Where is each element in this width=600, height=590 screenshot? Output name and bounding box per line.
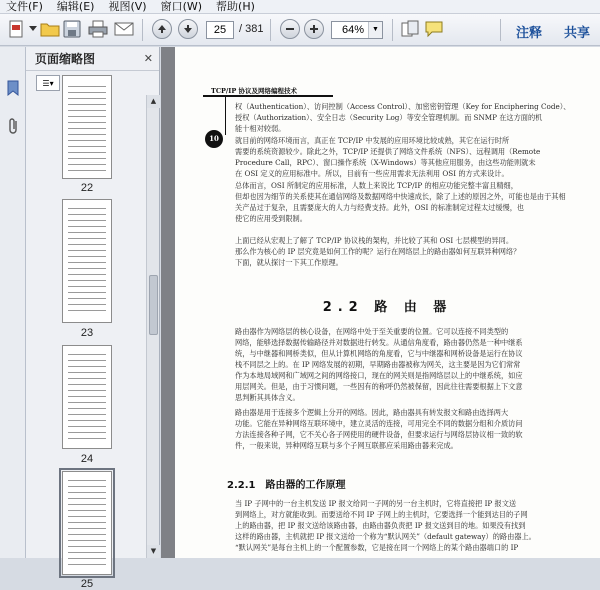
zoom-out-button[interactable]: [280, 19, 300, 39]
menu-help[interactable]: 帮助(H): [216, 0, 255, 13]
text-line: 到网络上，对方就能收到。而要送给不同 IP 子网上的主机时，它要选择一个能到达目的子网: [235, 510, 528, 519]
document-page: [175, 47, 600, 558]
page-number-input[interactable]: 25: [206, 21, 234, 39]
running-head: TCP/IP 协议及网络编程技术: [211, 87, 297, 95]
text-line: 路由器是用于连接多个逻辑上分开的网络。因此，路由器具有转发报文和路由选择两大: [235, 408, 509, 417]
thumbnail-page-24[interactable]: [62, 345, 112, 449]
zoom-in-button[interactable]: [304, 19, 324, 39]
text-line: 上面已经从宏观上了解了 TCP/IP 协议栈的架构，并比较了其和 OSI 七层模型的异同。: [235, 236, 514, 245]
text-line: 能十相对较弱。: [235, 124, 286, 133]
text-line: 网络，能够选择数据传输路径并对数据进行转发。从通信角度看，路由器仍然是一种中继系: [235, 338, 523, 347]
thumbnail-label: 24: [80, 453, 94, 465]
text-line: 下面，就从探讨一下其工作原理。: [235, 258, 343, 267]
menu-window[interactable]: 窗口(W): [160, 0, 203, 13]
text-line: 用层网关。但是，由于习惯问题，一些因有的称呼仍然被保留，因此往往需要根据上下文意: [235, 382, 523, 391]
text-line: 当 IP 子网中的一台主机发送 IP 报文给同一子网的另一台主机时，它将直接把 IP 报文送: [235, 499, 517, 508]
text-line: 就目前的网络环境而言，真正在 TCP/IP 中发展的应用环境比较成熟，其它在运行时所: [235, 136, 510, 145]
scroll-down-icon[interactable]: ▼: [147, 545, 160, 558]
text-line: 在 OSI 定义的应用标准中。所以，目前有一些应用需求无法利用 OSI 的方式来设计。: [235, 169, 509, 178]
thumbnail-label: 22: [80, 182, 94, 194]
text-line: “默认网关”是每台主机上的一个配置参数，它是接在同一个网络上的某个路由器端口的 IP: [235, 543, 519, 552]
text-line: 权（Authentication）、访问控制（Access Control）、加密密钥管理（Key for Enciphering Code）、: [235, 102, 571, 111]
document-view[interactable]: [161, 47, 600, 558]
page-total-label: / 381: [239, 23, 264, 35]
email-icon[interactable]: [114, 19, 134, 39]
share-button[interactable]: 共享: [564, 26, 591, 41]
thumbnail-page-25[interactable]: [62, 471, 112, 575]
toolbar: [0, 14, 600, 46]
options-menu-icon[interactable]: ☰▾: [36, 75, 60, 91]
menu-view[interactable]: 视图(V): [108, 0, 147, 13]
text-line: 栈不同层之上的。在 IP 网络发展的初期，早期路由器被称为网关，这主要是因为它们常常: [235, 360, 521, 369]
thumbnail-scrollbar[interactable]: [146, 95, 159, 558]
annotate-button[interactable]: 注释: [516, 26, 543, 41]
thumbnail-page-22[interactable]: [62, 75, 112, 179]
text-line: 这样的路由器，主机就把 IP 报文送给一个称为“默认网关”（default gateway）的路由器上。: [235, 532, 536, 541]
chevron-down-icon[interactable]: ▼: [368, 22, 382, 38]
save-icon[interactable]: [62, 19, 82, 39]
text-line: 授权（Authorization）、安全日志（Security Log）等安全管理机制。而 SNMP 在这方面的机: [235, 113, 543, 122]
open-folder-icon[interactable]: [40, 19, 60, 39]
text-line: 关产品过于复杂，且需要庞大的人力与经费支持。此外，OSI 的标准制定过程太过缓慢，也: [235, 203, 525, 212]
text-line: 总体而言，OSI 所制定的应用标准，人数上来说比 TCP/IP 的相应功能完整丰富且精细，: [235, 181, 518, 190]
text-line: 统，与中继器和网桥类似，但从计算机网络的角度看，它与中继器和网桥设备是运行在协议: [235, 349, 523, 358]
thumbnail-list: [26, 95, 146, 590]
previous-page-button[interactable]: [152, 19, 172, 39]
chapter-badge: 10: [205, 130, 223, 148]
text-line: 上的路由器，把 IP 报文送给该路由器，由路由器负责把 IP 报文送到目的地。如果没有找到: [235, 521, 526, 530]
scroll-up-icon[interactable]: ▲: [147, 95, 160, 108]
text-line: Procedure Call，RPC）、窗口操作系统（X-Windows）等其他应用服务，由这些功能则就未: [235, 158, 536, 167]
create-pdf-icon[interactable]: [6, 19, 26, 39]
section-title: 2.2 路 由 器: [322, 300, 453, 315]
text-line: 件，一般来说，异种网络互联与多个子网互联都应采用路由器来完成。: [235, 441, 458, 450]
text-line: 使它的应用受到限制。: [235, 214, 307, 223]
navigation-rail: [0, 47, 26, 558]
text-line: 需要的系统资源较少。除此之外，TCP/IP 还提供了网络文件系统（NFS）、远程调用（Remote: [235, 147, 541, 156]
panel-title: 页面缩略图: [35, 52, 96, 66]
next-page-button[interactable]: [178, 19, 198, 39]
text-line: 作为本地局域网和广域网之间的网络接口，现在的网关则是指网络层以上的中继系统，如应: [235, 371, 523, 380]
attachment-icon[interactable]: [4, 117, 22, 135]
create-dropdown-icon[interactable]: [28, 19, 38, 39]
menu-file[interactable]: 文件(F): [6, 0, 43, 13]
scrollbar-thumb[interactable]: [149, 275, 158, 335]
bookmark-icon[interactable]: [4, 79, 22, 97]
subsection-title: 2.2.1 路由器的工作原理: [227, 480, 346, 491]
zoom-value: 64%: [342, 24, 365, 36]
comment-icon[interactable]: [424, 19, 444, 39]
panel-header: [26, 47, 159, 71]
menu-edit[interactable]: 编辑(E): [56, 0, 95, 13]
thumbnail-label: 23: [80, 327, 94, 339]
thumbnail-label: 25: [80, 578, 94, 590]
page-thumbnails-panel: [26, 47, 160, 590]
text-line: 那么作为核心的 IP 层究竟是如何工作的呢？运行在网络层上的路由器如何互联异种网络？: [235, 247, 521, 256]
text-line: 功能。它能在异种网络互联环境中，建立灵活的连接，可用完全不同的数据分组和介质访问: [235, 419, 523, 428]
close-icon[interactable]: ✕: [143, 52, 153, 65]
text-line: 但却也因为细节的关系使其在通信网络及数据网络中快速成长，除了上述的原因之外，可能也是由于其相: [235, 192, 566, 201]
text-line: 方法连接各种子网，它不关心各子网使用的硬件设备，但要求运行与网络层协议相一致的软: [235, 430, 523, 439]
menu-bar: [0, 0, 600, 14]
text-line: 思判断其具体含义。: [235, 393, 300, 402]
thumbnail-page-23[interactable]: [62, 199, 112, 323]
text-line: 路由器作为网络层的核心设备，在网络中处于至关重要的位置。它可以连接不同类型的: [235, 327, 509, 336]
print-icon[interactable]: [88, 19, 108, 39]
zoom-select[interactable]: [331, 21, 383, 39]
page-tools-icon[interactable]: [400, 19, 420, 39]
